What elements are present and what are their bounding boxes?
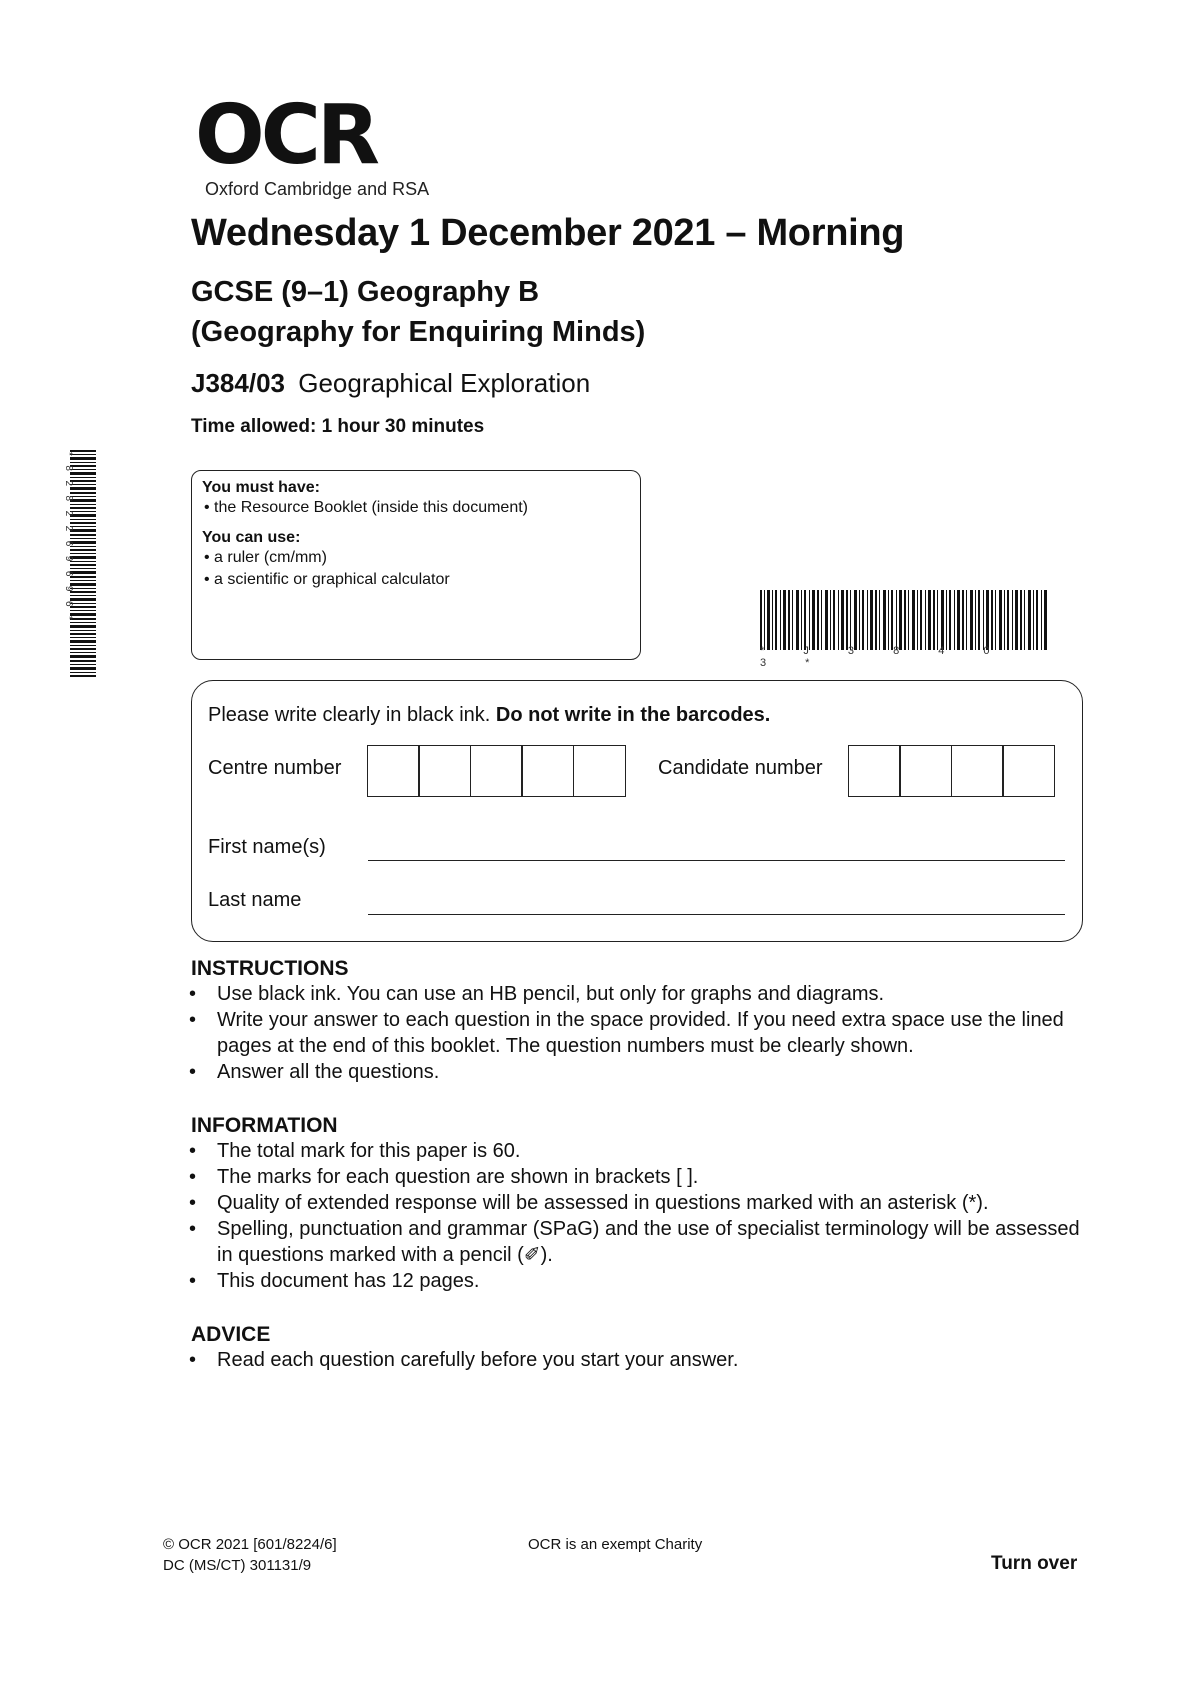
paper-title: Geographical Exploration [298, 368, 591, 398]
can-use-item: • a ruler (cm/mm) [204, 549, 327, 566]
instructions-heading: INSTRUCTIONS [191, 957, 349, 980]
advice-list [189, 1347, 1089, 1373]
list-item: • Quality of extended response will be assessed in questions marked with an asterisk (*). [189, 1192, 989, 1214]
can-use-heading: You can use: [202, 529, 301, 546]
paper-barcode [760, 590, 1050, 650]
paper-code-line [191, 368, 590, 399]
subject-title: GCSE (9–1) Geography B [191, 276, 540, 308]
candidate-digit-box[interactable] [899, 745, 952, 797]
side-barcode-digits: *8282269696* [63, 452, 74, 630]
last-name-field[interactable] [368, 914, 1065, 915]
candidate-number-label: Candidate number [658, 757, 823, 779]
must-have-item: • the Resource Booklet (inside this document) [204, 499, 528, 516]
document-code: DC (MS/CT) 301131/9 [163, 1557, 312, 1574]
list-item: • The marks for each question are shown in brackets [ ]. [189, 1166, 699, 1188]
candidate-digit-box[interactable] [1002, 745, 1055, 797]
side-barcode [58, 450, 98, 680]
copyright-line: © OCR 2021 [601/8224/6] [163, 1536, 337, 1553]
centre-digit-box[interactable] [367, 745, 420, 797]
information-list [189, 1138, 1089, 1294]
logo-wordmark: OCR [195, 88, 377, 183]
paper-code: J384/03 [191, 368, 285, 398]
can-use-item: • a scientific or graphical calculator [204, 571, 450, 588]
charity-notice: OCR is an exempt Charity [528, 1536, 703, 1553]
candidate-number-boxes [849, 745, 1055, 797]
candidate-digit-box[interactable] [951, 745, 1004, 797]
information-heading: INFORMATION [191, 1114, 338, 1137]
list-item: • Write your answer to each question in the space provided. If you need extra space use the lined pages at the end of this booklet. The question numbers must be clearly shown. [189, 1009, 1064, 1057]
write-clearly-prompt: Please write clearly in black ink. Do not write in the barcodes. [208, 704, 771, 726]
list-item: • Read each question carefully before you start your answer. [189, 1349, 739, 1371]
centre-number-boxes [368, 745, 626, 797]
list-item: • The total mark for this paper is 60. [189, 1140, 521, 1162]
centre-digit-box[interactable] [573, 745, 626, 797]
list-item: • This document has 12 pages. [189, 1270, 480, 1292]
candidate-digit-box[interactable] [848, 745, 901, 797]
turn-over-label: Turn over [991, 1553, 1078, 1574]
centre-digit-box[interactable] [521, 745, 574, 797]
logo-tagline: Oxford Cambridge and RSA [205, 179, 430, 199]
subject-subtitle: (Geography for Enquiring Minds) [191, 316, 646, 348]
time-allowed: Time allowed: 1 hour 30 minutes [191, 416, 485, 437]
list-item: • Answer all the questions. [189, 1061, 440, 1083]
centre-digit-box[interactable] [470, 745, 523, 797]
exam-date: Wednesday 1 December 2021 – Morning [191, 212, 905, 254]
must-have-heading: You must have: [202, 479, 320, 496]
centre-digit-box[interactable] [418, 745, 471, 797]
list-item: • Use black ink. You can use an HB pencil, but only for graphs and diagrams. [189, 983, 885, 1005]
paper-barcode-text: * J 3 8 4 0 3 * [760, 645, 1008, 669]
ocr-logo [195, 88, 430, 200]
requirements-box [191, 470, 641, 660]
first-name-label: First name(s) [208, 836, 326, 858]
first-name-field[interactable] [368, 860, 1065, 861]
centre-number-label: Centre number [208, 757, 342, 779]
last-name-label: Last name [208, 889, 302, 911]
advice-heading: ADVICE [191, 1323, 271, 1346]
instructions-list [189, 981, 1089, 1085]
list-item: • Spelling, punctuation and grammar (SPaG) and the use of specialist terminology will be assessed in questions marked with a pencil (✐). [189, 1218, 1080, 1266]
